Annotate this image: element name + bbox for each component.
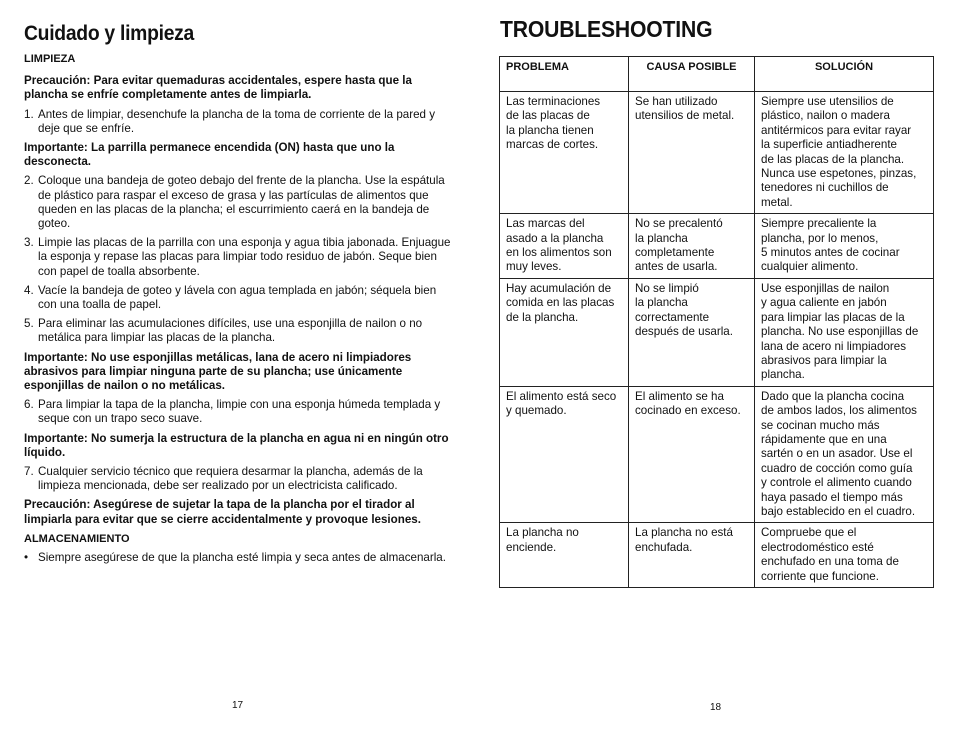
- problem-cell: Las marcas del asado a la plancha en los alimentos son muy leves.: [500, 214, 629, 279]
- cause-cell: No se limpió la plancha correctamente después de usarla.: [629, 278, 755, 386]
- list-item: [24, 317, 456, 345]
- column-header-problema: PROBLEMA: [500, 57, 629, 92]
- solution-cell: Use esponjillas de nailon y agua caliente en jabón para limpiar las placas de la plancha. No use esponjillas de lana de acero ni limpiadores abrasivos para limpiar la plancha.: [755, 278, 934, 386]
- solution-cell: Dado que la plancha cocina de ambos lados, los alimentos se cocinan mucho más rápidamente que en una sartén o en un asador. Use el cuadro de cocción como guía y controle el alimento cuando haya pasado el tiempo más bajo establecido en el cuadro.: [755, 386, 934, 523]
- bullet-item: [24, 551, 456, 565]
- problem-cell: Hay acumulación de comida en las placas de la plancha.: [500, 278, 629, 386]
- bullet-icon: •: [24, 551, 29, 565]
- problem-cell: Las terminaciones de las placas de la plancha tienen marcas de cortes.: [500, 92, 629, 214]
- solution-cell: Siempre precaliente la plancha, por lo menos, 5 minutos antes de cocinar cualquier alimento.: [755, 214, 934, 279]
- cause-cell: No se precalentó la plancha completamente antes de usarla.: [629, 214, 755, 279]
- table-row: [500, 92, 934, 214]
- table-row: [500, 214, 934, 279]
- troubleshooting-table: [499, 56, 934, 588]
- list-item: [24, 108, 456, 136]
- list-text: Siempre asegúrese de que la plancha esté limpia y seca antes de almacenarla.: [38, 551, 446, 565]
- section-heading-limpieza: LIMPIEZA: [24, 53, 76, 65]
- cause-cell: Se han utilizado utensilios de metal.: [629, 92, 755, 214]
- important-note: Importante: No use esponjillas metálicas, lana de acero ni limpiadores abrasivos para limpiar ninguna parte de su plancha; use únicamente esponjillas de nailon o no metálicas.: [24, 350, 412, 393]
- page-number: 18: [710, 702, 722, 713]
- list-number: 6.: [24, 398, 34, 412]
- list-number: 1.: [24, 107, 34, 121]
- column-header-solucion: SOLUCIÓN: [755, 57, 934, 92]
- important-note: Importante: La parrilla permanece encendida (ON) hasta que uno la desconecta.: [24, 141, 395, 169]
- section-heading-almacenamiento: ALMACENAMIENTO: [24, 532, 130, 545]
- list-item: [24, 284, 456, 312]
- list-text: Antes de limpiar, desenchufe la plancha de la toma de corriente de la pared y deje que se enfríe.: [38, 107, 436, 135]
- solution-cell: Siempre use utensilios de plástico, nailon o madera antitérmicos para evitar rayar la superficie antiadherente de las placas de la plancha. Nunca use espetones, pinzas, tenedores ni cuchillos de metal.: [755, 92, 934, 214]
- cause-cell: La plancha no está enchufada.: [629, 523, 755, 588]
- problem-cell: La plancha no enciende.: [500, 523, 629, 588]
- table-row: [500, 278, 934, 386]
- list-number: 2.: [24, 174, 34, 188]
- list-item: [24, 236, 456, 279]
- page-title: TROUBLESHOOTING: [500, 16, 713, 42]
- list-number: 5.: [24, 317, 34, 331]
- cleaning-section: [24, 52, 456, 570]
- list-text: Vacíe la bandeja de goteo y lávela con agua templada en jabón; séquela bien con una toalla de papel.: [38, 283, 437, 312]
- list-item: [24, 465, 456, 493]
- page-title: Cuidado y limpieza: [24, 22, 195, 45]
- solution-cell: Compruebe que el electrodoméstico esté enchufado en una toma de corriente que funcione.: [755, 523, 934, 588]
- right-page: [477, 0, 954, 738]
- list-number: 4.: [24, 283, 34, 297]
- column-header-causa: CAUSA POSIBLE: [629, 57, 755, 92]
- list-number: 7.: [24, 465, 34, 479]
- list-item: [24, 398, 456, 426]
- list-item: [24, 174, 456, 231]
- important-note: Importante: No sumerja la estructura de la plancha en agua ni en ningún otro líquido.: [24, 431, 449, 459]
- table-row: [500, 523, 934, 588]
- list-text: Coloque una bandeja de goteo debajo del frente de la plancha. Use la espátula de plástico para raspar el exceso de grasa y las partículas de alimentos que queden en las placas de la plancha; el escurrimiento caerá en la bandeja de goteo.: [38, 174, 445, 231]
- list-text: Para eliminar las acumulaciones difíciles, use una esponjilla de nailon o no metálica para limpiar las placas de la plancha.: [38, 317, 423, 345]
- precaution-note: Precaución: Asegúrese de sujetar la tapa de la plancha por el tirador al limpiarla para evitar que se cierre accidentalmente y provoque lesiones.: [24, 498, 421, 526]
- cause-cell: El alimento se ha cocinado en exceso.: [629, 386, 755, 523]
- list-text: Para limpiar la tapa de la plancha, limpie con una esponja húmeda templada y seque con un trapo seco suave.: [38, 398, 441, 426]
- page-number: 17: [232, 700, 244, 711]
- list-text: Cualquier servicio técnico que requiera desarmar la plancha, además de la limpieza mencionada, debe ser realizado por un electricista calificado.: [38, 465, 423, 493]
- table-header-row: [500, 57, 934, 92]
- problem-cell: El alimento está seco y quemado.: [500, 386, 629, 523]
- precaution-note: Precaución: Para evitar quemaduras accidentales, espere hasta que la plancha se enfríe completamente antes de limpiarla.: [24, 74, 412, 102]
- table-row: [500, 386, 934, 523]
- list-number: 3.: [24, 236, 34, 250]
- list-text: Limpie las placas de la parrilla con una esponja y agua tibia jabonada. Enjuague la esponja y repase las placas para limpiar todo residuo de jabón. Seque bien con papel de toalla absorbente.: [38, 236, 451, 278]
